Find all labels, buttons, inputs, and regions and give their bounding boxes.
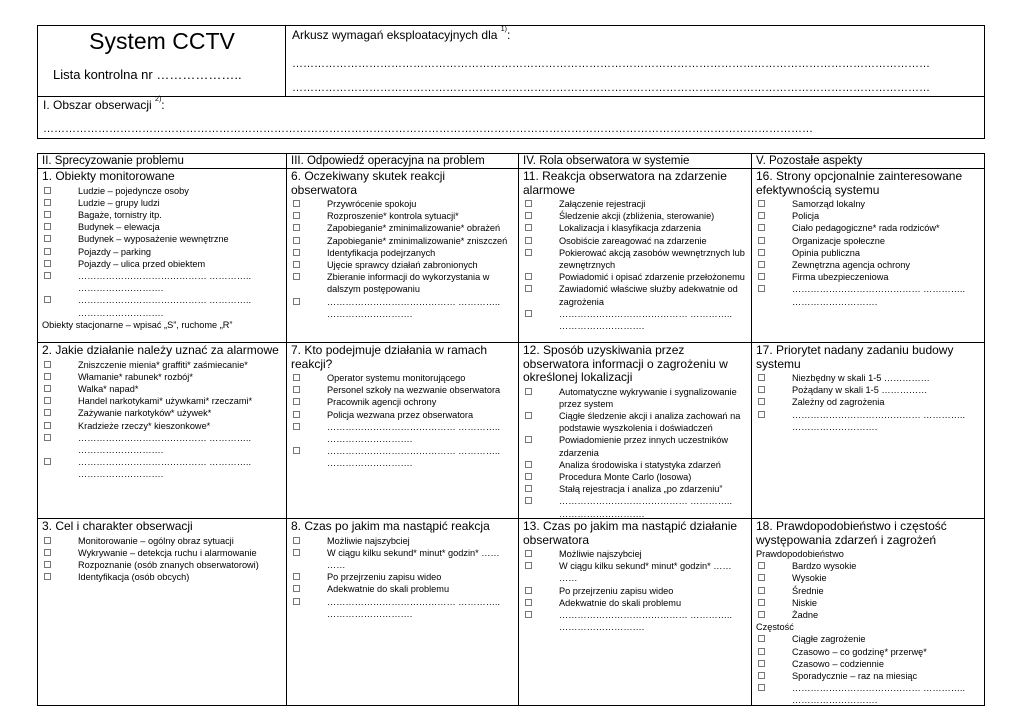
checklist-item[interactable] (523, 283, 747, 307)
checklist-item-label: Ciągłe śledzenie akcji i analiza zachowań na podstawie wyszkolenia i doświadczeń (559, 410, 741, 434)
checklist-item-label: Żadne (792, 610, 819, 621)
checklist-item-label: Identyfikacja (osób obcych) (78, 572, 190, 583)
checklist-item-label: Zapobieganie* zminimalizowanie* obrażeń (327, 223, 501, 234)
checklist-item-label: Personel szkoły na wezwanie obserwatora (327, 385, 501, 396)
checklist-item[interactable] (756, 210, 981, 222)
checkbox[interactable] (293, 537, 300, 544)
checkbox[interactable] (293, 598, 300, 605)
checklist-item-label: W ciągu kilku sekund* minut* godzin* …… …… (327, 547, 500, 570)
cell-title: 8. Czas po jakim ma nastąpić reakcja (291, 519, 490, 533)
checklist-item-label: Adekwatnie do skali problemu (559, 597, 682, 608)
checklist-item[interactable] (756, 198, 981, 210)
checkbox[interactable] (293, 398, 300, 405)
checklist-item-label: Ujęcie sprawcy działań zabronionych (327, 260, 478, 271)
checkbox[interactable] (293, 374, 300, 381)
checklist-item[interactable] (291, 210, 514, 222)
checklist-item[interactable] (42, 221, 282, 233)
checkbox[interactable] (525, 587, 532, 594)
checklist-item-label: Niskie (792, 597, 818, 608)
checklist-item-label: Operator systemu monitorującego (327, 373, 466, 383)
checklist-item-label: Czasowo – co godzinę* przerwę* (792, 646, 927, 657)
checklist-item-label: …………………………………… ………….. ………………………. (327, 446, 501, 469)
checkbox[interactable] (525, 212, 532, 219)
checklist-item[interactable] (291, 396, 514, 408)
checkbox[interactable] (758, 237, 765, 244)
checklist-item[interactable] (42, 185, 282, 197)
checklist-item[interactable] (523, 471, 747, 483)
observation-area-label: I. Obszar obserwacji $^{2)}$: (43, 96, 165, 112)
checklist-item-label: Policja wezwana przez obserwatora (327, 409, 474, 420)
sheet-label: Arkusz wymagań eksploatacyjnych dla $^{1)}$: (292, 26, 511, 42)
checklist-item-label: Ciągłe zagrożenie (792, 634, 866, 645)
checkbox[interactable] (44, 537, 51, 544)
checklist-item[interactable] (756, 372, 981, 384)
checklist-item-label: …………………………………… ………….. ………………………. (327, 421, 501, 445)
checklist-item[interactable] (42, 559, 282, 571)
checklist-item-label: Załączenie rejestracji (559, 199, 646, 209)
checkbox[interactable] (293, 224, 300, 231)
checklist-item[interactable] (523, 386, 747, 410)
checklist-item[interactable] (291, 384, 514, 396)
checkbox[interactable] (525, 473, 532, 480)
checkbox[interactable] (44, 373, 51, 380)
checklist-item-label: Ludzie – grupy ludzi (78, 197, 160, 208)
checkbox[interactable] (525, 436, 532, 443)
checklist-item[interactable] (42, 209, 282, 221)
checklist-item[interactable] (291, 535, 514, 547)
checkbox[interactable] (44, 385, 51, 392)
cell-title: 7. Kto podejmuje działania w ramach reakcji? (291, 343, 488, 371)
cell-alarm-actions (38, 343, 286, 482)
cell-probability-frequency (752, 519, 985, 708)
checklist-item[interactable] (42, 258, 282, 270)
checklist-item-label: Rozpoznanie (osób znanych obserwatorowi) (78, 559, 259, 570)
checkbox[interactable] (758, 374, 765, 381)
checkbox[interactable] (293, 585, 300, 592)
checkbox[interactable] (525, 237, 532, 244)
checkbox[interactable] (758, 611, 765, 618)
cell-title: 16. Strony opcjonalnie zainteresowane efektywnością systemu (756, 169, 963, 197)
checklist-item[interactable] (42, 395, 282, 407)
checklist-item-label: W ciągu kilku sekund* minut* godzin* …… …… (559, 561, 732, 584)
checklist-item[interactable] (523, 410, 747, 434)
cell-title: 13. Czas po jakim ma nastąpić działanie obserwatora (523, 519, 738, 547)
cell-note: Obiekty stacjonarne – wpisać „S”, ruchome „R” (42, 319, 233, 330)
checklist-item[interactable] (523, 198, 747, 210)
checklist-item[interactable] (523, 609, 747, 633)
checklist-item-label: Pożądany w skali 1-5 …………… (792, 385, 928, 396)
checklist-item[interactable] (42, 270, 282, 294)
checklist-item[interactable] (291, 235, 514, 247)
checklist-item[interactable] (756, 609, 981, 621)
checklist-item[interactable] (42, 420, 282, 432)
checklist-item-label: Kradzieże rzeczy* kieszonkowe* (78, 420, 211, 431)
checklist-item[interactable] (42, 407, 282, 419)
checkbox[interactable] (525, 224, 532, 231)
checklist-item-label: Włamanie* rabunek* rozbój* (78, 371, 193, 382)
sheet-line-1[interactable]: ………………………………………………………………………………………………………………………………………………………… (292, 58, 930, 70)
checklist-item-label: …………………………………… ………….. ………………………. (78, 432, 252, 455)
checkbox[interactable] (525, 562, 532, 569)
checklist-item[interactable] (291, 596, 514, 620)
checkbox[interactable] (293, 237, 300, 244)
checkbox[interactable] (758, 224, 765, 231)
checklist-item[interactable] (42, 456, 282, 480)
checklist-item[interactable] (291, 583, 514, 595)
header-left-box (37, 25, 285, 97)
checklist-item[interactable] (291, 222, 514, 234)
checkbox[interactable] (44, 223, 51, 230)
checkbox[interactable] (758, 672, 765, 679)
checklist-item-label: Rozproszenie* kontrola sytuacji* (327, 211, 459, 222)
checklist-item-label: Zależny od zagrożenia (792, 397, 885, 408)
checkbox[interactable] (525, 310, 532, 317)
checkbox[interactable] (44, 397, 51, 404)
checkbox[interactable] (525, 273, 532, 280)
checkbox[interactable] (758, 660, 765, 667)
checklist-item[interactable] (523, 585, 747, 597)
checklist-item[interactable] (523, 308, 747, 332)
checkbox[interactable] (44, 235, 51, 242)
checklist-item[interactable] (756, 633, 981, 645)
checklist-item-label: Osobiście zareagować na zdarzenie (559, 235, 707, 246)
cell-title: 1. Obiekty monitorowane (42, 169, 175, 183)
checklist-item[interactable] (291, 547, 514, 571)
checkbox[interactable] (44, 573, 51, 580)
checkbox[interactable] (525, 388, 532, 395)
checklist-item-label: Zewnętrzna agencja ochrony (792, 260, 910, 271)
checklist-item-label: Sporadycznie – raz na miesiąc (792, 671, 918, 682)
cell-observer-reaction (519, 169, 751, 333)
checkbox[interactable] (525, 200, 532, 207)
checklist-item-label: Zawiadomić właściwe służby adekwatnie od zagrożenia (559, 284, 738, 307)
checklist-item-label: Bagaże, tornistry itp. (78, 209, 162, 220)
checklist-item[interactable] (756, 658, 981, 670)
checklist-item[interactable] (42, 371, 282, 383)
checkbox[interactable] (44, 458, 51, 465)
checklist-item[interactable] (523, 235, 747, 247)
checklist-item[interactable] (523, 459, 747, 471)
checklist-item-label: …………………………………… ………….. ………………………. (559, 308, 733, 332)
checkbox[interactable] (293, 249, 300, 256)
checklist-item[interactable] (291, 571, 514, 583)
checklist-item[interactable] (756, 247, 981, 259)
cell-observer-action-time (519, 519, 751, 634)
subheading: Częstość (756, 622, 794, 633)
checklist-item-label: Niezbędny w skali 1-5 …………… (792, 373, 930, 383)
checklist-item-label: Stałą rejestracja i analiza „po zdarzeniu” (559, 484, 723, 495)
checklist-item-label: Zbieranie informacji do wykorzystania w dalszym postępowaniu (327, 272, 490, 295)
checklist-item[interactable] (523, 434, 747, 458)
checklist-item[interactable] (756, 384, 981, 396)
checklist-item[interactable] (756, 682, 981, 706)
checklist-item-label: Monitorowanie – ogólny obraz sytuacji (78, 535, 234, 546)
checklist-item-label: Opinia publiczna (792, 247, 860, 258)
subheading: Prawdopodobieństwo (756, 549, 844, 559)
checkbox[interactable] (293, 273, 300, 280)
checklist-item[interactable] (523, 597, 747, 609)
checkbox[interactable] (44, 211, 51, 218)
checklist-item[interactable] (756, 597, 981, 609)
cell-who-acts (287, 343, 518, 471)
checklist-item-label: Identyfikacja podejrzanych (327, 247, 436, 258)
checklist-item[interactable] (756, 409, 981, 433)
checklist-item[interactable] (42, 233, 282, 245)
cell-priority (752, 343, 985, 434)
checklist-item-label: Walka* napad* (78, 383, 139, 394)
checkbox[interactable] (44, 434, 51, 441)
checkbox[interactable] (758, 599, 765, 606)
checklist-item[interactable] (42, 246, 282, 258)
checkbox[interactable] (758, 200, 765, 207)
checkbox[interactable] (293, 261, 300, 268)
column-header-observer-role: IV. Rola obserwatora w systemie (523, 155, 690, 167)
checklist-item-label: Powiadomienie przez innych uczestników zdarzenia (559, 435, 729, 458)
cell-title: 17. Priorytet nadany zadaniu budowy systemu (756, 343, 954, 371)
checkbox[interactable] (293, 411, 300, 418)
checklist-item-label: Przywrócenie spokoju (327, 199, 417, 209)
checklist-item[interactable] (756, 222, 981, 234)
checkbox[interactable] (44, 296, 51, 303)
checklist-item-label: Ciało pedagogiczne* rada rodziców* (792, 223, 940, 234)
checklist-item-label: Możliwie najszybciej (327, 535, 410, 546)
checkbox[interactable] (293, 423, 300, 430)
checklist-item-label: …………………………………… ………….. ………………………. (327, 596, 501, 619)
checklist-item-label: Zażywanie narkotyków* używek* (78, 408, 212, 419)
checkbox[interactable] (44, 248, 51, 255)
checklist-item[interactable] (291, 445, 514, 469)
checklist-item[interactable] (756, 283, 981, 307)
checkbox[interactable] (525, 611, 532, 618)
checkbox[interactable] (758, 648, 765, 655)
column-header-problem: II. Sprecyzowanie problemu (42, 155, 184, 167)
checkbox[interactable] (758, 411, 765, 418)
checklist-item[interactable] (523, 560, 747, 584)
cell-title: 18. Prawdopodobieństwo i częstość występowania zdarzeń i zagrożeń (756, 519, 947, 547)
checklist-item-label: Ludzie – pojedyncze osoby (78, 185, 189, 196)
checklist-item-label: Analiza środowiska i statystyka zdarzeń (559, 459, 721, 470)
checklist-item[interactable] (42, 432, 282, 456)
checklist-item-label: Budynek – wyposażenie wewnętrzne (78, 234, 229, 245)
checklist-item-label: Pracownik agencji ochrony (327, 397, 437, 408)
system-title: System CCTV (89, 28, 235, 54)
checklist-item-label: Po przejrzeniu zapisu wideo (559, 585, 674, 596)
checkbox[interactable] (525, 249, 532, 256)
checklist-item-label: …………………………………… ………….. ………………………. (792, 683, 966, 706)
checklist-item[interactable] (523, 247, 747, 271)
checklist-item[interactable] (291, 198, 514, 210)
cell-information-method (519, 343, 751, 521)
cell-title: 2. Jakie działanie należy uznać za alarmowe (42, 343, 279, 357)
checkbox[interactable] (293, 200, 300, 207)
checkbox[interactable] (758, 635, 765, 642)
checkbox[interactable] (44, 549, 51, 556)
checkbox[interactable] (44, 422, 51, 429)
checklist-item[interactable] (42, 197, 282, 209)
checkbox[interactable] (525, 412, 532, 419)
checklist-item-label: Organizacje społeczne (792, 235, 885, 246)
checkbox[interactable] (758, 212, 765, 219)
checklist-item-label: Średnie (792, 585, 824, 596)
checklist-item-label: Czasowo – codziennie (792, 658, 884, 669)
cell-title: 6. Oczekiwany skutek reakcji obserwatora (291, 169, 446, 197)
column-header-response: III. Odpowiedź operacyjna na problem (291, 155, 485, 167)
checkbox[interactable] (758, 684, 765, 691)
checkbox[interactable] (758, 562, 765, 569)
checklist-item[interactable] (523, 548, 747, 560)
checkbox[interactable] (525, 497, 532, 504)
cell-title: 11. Reakcja obserwatora na zdarzenie alarmowe (523, 169, 727, 197)
checkbox[interactable] (758, 261, 765, 268)
cell-observation-goal (38, 519, 286, 584)
checklist-item[interactable] (42, 294, 282, 318)
checkbox[interactable] (758, 273, 765, 280)
checklist-item-label: …………………………………… ………….. ………………………. (327, 296, 501, 319)
checklist-item[interactable] (291, 259, 514, 271)
checklist-item-label: Po przejrzeniu zapisu wideo (327, 572, 442, 583)
checkbox[interactable] (293, 549, 300, 556)
checklist-item[interactable] (756, 585, 981, 597)
cell-title: 12. Sposób uzyskiwania przez obserwatora informacji o zagrożeniu w określonej lokalizacji (523, 343, 728, 384)
checkbox[interactable] (758, 386, 765, 393)
checklist-item[interactable] (291, 247, 514, 259)
checklist-item[interactable] (756, 259, 981, 271)
checklist-item[interactable] (42, 359, 282, 371)
checkbox[interactable] (758, 285, 765, 292)
checklist-item-label: …………………………………… ………….. ………………………. (559, 610, 733, 633)
checkbox[interactable] (44, 199, 51, 206)
checklist-item[interactable] (291, 421, 514, 445)
checklist-item-label: Policja (792, 211, 820, 222)
checklist-item[interactable] (42, 535, 282, 547)
checklist-item[interactable] (756, 560, 981, 572)
checklist-item-label: …………………………………… ………….. ………………………. (559, 496, 733, 519)
checklist-item-label: Śledzenie akcji (zbliżenia, sterowanie) (559, 211, 715, 222)
checklist-item[interactable] (756, 646, 981, 658)
checklist-item-label: Pojazdy – parking (78, 246, 152, 257)
checkbox[interactable] (293, 298, 300, 305)
checklist-item[interactable] (42, 547, 282, 559)
checkbox[interactable] (44, 272, 51, 279)
checklist-item-label: Zapobieganie* zminimalizowanie* zniszczeń (327, 235, 508, 246)
checklist-item-label: Pokierować akcją zasobów wewnętrznych lub zewnętrznych (559, 247, 745, 271)
sheet-line-2[interactable]: ………………………………………………………………………………………………………………………………………………………… (292, 82, 930, 94)
checklist-item[interactable] (291, 296, 514, 320)
checklist-item-label: Adekwatnie do skali problemu (327, 584, 450, 595)
checklist-item[interactable] (42, 383, 282, 395)
checklist-item[interactable] (756, 396, 981, 408)
checklist-item-label: Budynek – elewacja (78, 222, 160, 233)
checkbox[interactable] (293, 573, 300, 580)
checkbox[interactable] (758, 398, 765, 405)
checkbox[interactable] (293, 386, 300, 393)
checklist-item-label: Pojazdy – ulica przed obiektem (78, 258, 206, 269)
cell-title: 3. Cel i charakter obserwacji (42, 519, 193, 533)
checkbox[interactable] (525, 461, 532, 468)
cell-reaction-time (287, 519, 518, 621)
checklist-item[interactable] (523, 495, 747, 519)
column-header-other-aspects: V. Pozostałe aspekty (756, 155, 863, 167)
checkbox[interactable] (44, 409, 51, 416)
checklist-item-label: …………………………………… ………….. ………………………. (792, 409, 966, 432)
checklist-item-label: Automatyczne wykrywanie i sygnalizowanie przez system (559, 386, 737, 409)
checklist-item-label: Firma ubezpieczeniowa (792, 272, 889, 283)
checklist-item-label: …………………………………… ………….. ………………………. (78, 270, 252, 294)
checklist-grid (37, 153, 985, 706)
checklist-item-label: Zniszczenie mienia* graffiti* zaśmiecanie* (78, 359, 248, 370)
checklist-item[interactable] (523, 271, 747, 283)
checkbox[interactable] (758, 587, 765, 594)
checklist-item-label: Bardzo wysokie (792, 561, 857, 572)
checklist-item[interactable] (756, 572, 981, 584)
checklist-item[interactable] (291, 409, 514, 421)
checklist-item[interactable] (291, 372, 514, 384)
checklist-item[interactable] (42, 571, 282, 583)
checklist-item[interactable] (523, 210, 747, 222)
checkbox[interactable] (758, 249, 765, 256)
checklist-item-label: Wysokie (792, 573, 827, 584)
observation-area-line[interactable]: ………………………………………………………………………………………………………………………………………………………………………………………… (43, 123, 813, 135)
checkbox[interactable] (525, 285, 532, 292)
checklist-item-label: Handel narkotykami* używkami* rzeczami* (78, 396, 253, 407)
cell-interested-parties (752, 169, 985, 309)
checklist-item-label: Lokalizacja i klasyfikacja zdarzenia (559, 223, 701, 234)
checklist-item[interactable] (756, 271, 981, 283)
checklist-item-label: …………………………………… ………….. ………………………. (78, 295, 252, 318)
checklist-number: Lista kontrolna nr ……………….. (53, 67, 242, 82)
checklist-item-label: Wykrywanie – detekcja ruchu i alarmowanie (78, 547, 257, 558)
checklist-item[interactable] (756, 235, 981, 247)
checkbox[interactable] (758, 574, 765, 581)
checklist-item[interactable] (523, 483, 747, 495)
checkbox[interactable] (525, 485, 532, 492)
checkbox[interactable] (44, 187, 51, 194)
checklist-item-label: Powiadomić i opisać zdarzenie przełożonemu (559, 272, 745, 283)
checkbox[interactable] (293, 212, 300, 219)
checkbox[interactable] (44, 561, 51, 568)
checkbox[interactable] (525, 550, 532, 557)
checkbox[interactable] (293, 447, 300, 454)
cell-monitored-objects (38, 169, 286, 332)
observation-area-box (37, 96, 985, 139)
checkbox[interactable] (525, 599, 532, 606)
checkbox[interactable] (44, 260, 51, 267)
checkbox[interactable] (44, 361, 51, 368)
checklist-item[interactable] (523, 222, 747, 234)
checklist-item-label: …………………………………… ………….. ………………………. (78, 457, 252, 480)
checklist-item[interactable] (291, 271, 514, 295)
header-right-box (285, 25, 985, 97)
checklist-item-label: Samorząd lokalny (792, 199, 866, 209)
checklist-item[interactable] (756, 670, 981, 682)
checklist-item-label: Możliwie najszybciej (559, 549, 642, 559)
cell-expected-effect (287, 169, 518, 321)
checklist-item-label: Procedura Monte Carlo (losowa) (559, 471, 692, 482)
checklist-item-label: …………………………………… ………….. ………………………. (792, 284, 966, 307)
